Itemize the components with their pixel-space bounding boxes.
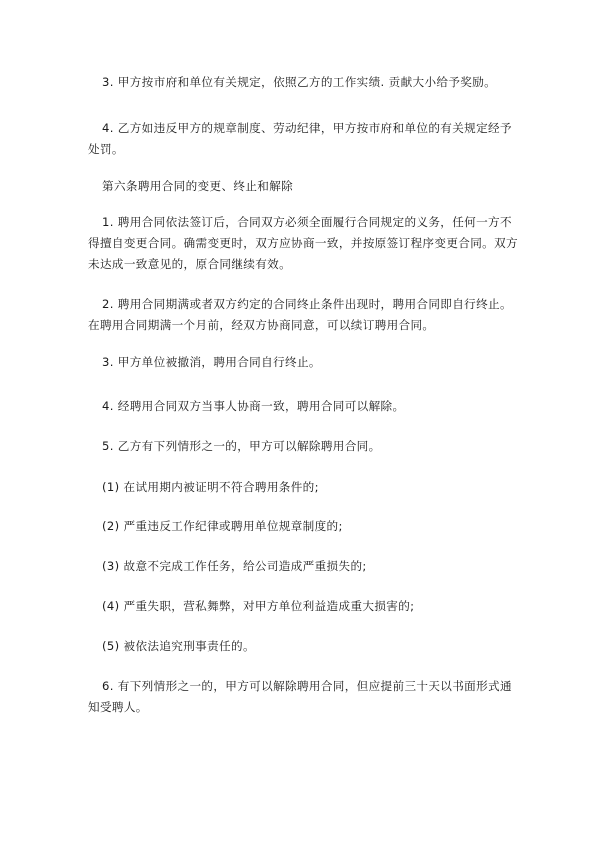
list-item-incomplete-tasks: (3) 故意不完成工作任务，给公司造成严重损失的; — [102, 559, 367, 573]
list-item-probation: (1) 在试用期内被证明不符合聘用条件的; — [102, 480, 319, 494]
paragraph-contract-change: 1. 聘用合同依法签订后，合同双方必须全面履行合同规定的义务，任何一方不得擅自变更合同。确需变更时，双方应协商一致，并按原签订程序变更合同。双方未达成一致意见的，原合同继续有效。 — [88, 215, 518, 271]
list-item-serious-violation: (2) 严重违反工作纪律或聘用单位规章制度的; — [102, 519, 343, 533]
paragraph-notice-termination: 6. 有下列情形之一的，甲方可以解除聘用合同，但应提前三十天以书面形式通知受聘人。 — [88, 679, 512, 714]
paragraph-reward-clause: 3. 甲方按市府和单位有关规定，依照乙方的工作实绩. 贡献大小给予奖励。 — [102, 75, 497, 89]
paragraph-unit-revoked: 3. 甲方单位被撤消，聘用合同自行终止。 — [102, 355, 321, 369]
paragraph-discipline-clause: 4. 乙方如违反甲方的规章制度、劳动纪律，甲方按市府和单位的有关规定经予处罚。 — [88, 121, 512, 156]
paragraph-termination-conditions: 5. 乙方有下列情形之一的，甲方可以解除聘用合同。 — [102, 439, 381, 453]
section-heading-article-six: 第六条聘用合同的变更、终止和解除 — [102, 179, 294, 193]
paragraph-contract-expiry: 2. 聘用合同期满或者双方约定的合同终止条件出现时，聘用合同即自行终止。在聘用合同期满一个月前，经双方协商同意，可以续订聘用合同。 — [88, 297, 512, 332]
list-item-dereliction: (4) 严重失职，营私舞弊，对甲方单位利益造成重大损害的; — [102, 599, 415, 613]
list-item-criminal-liability: (5) 被依法追究刑事责任的。 — [102, 639, 255, 653]
paragraph-mutual-termination: 4. 经聘用合同双方当事人协商一致，聘用合同可以解除。 — [102, 399, 405, 413]
